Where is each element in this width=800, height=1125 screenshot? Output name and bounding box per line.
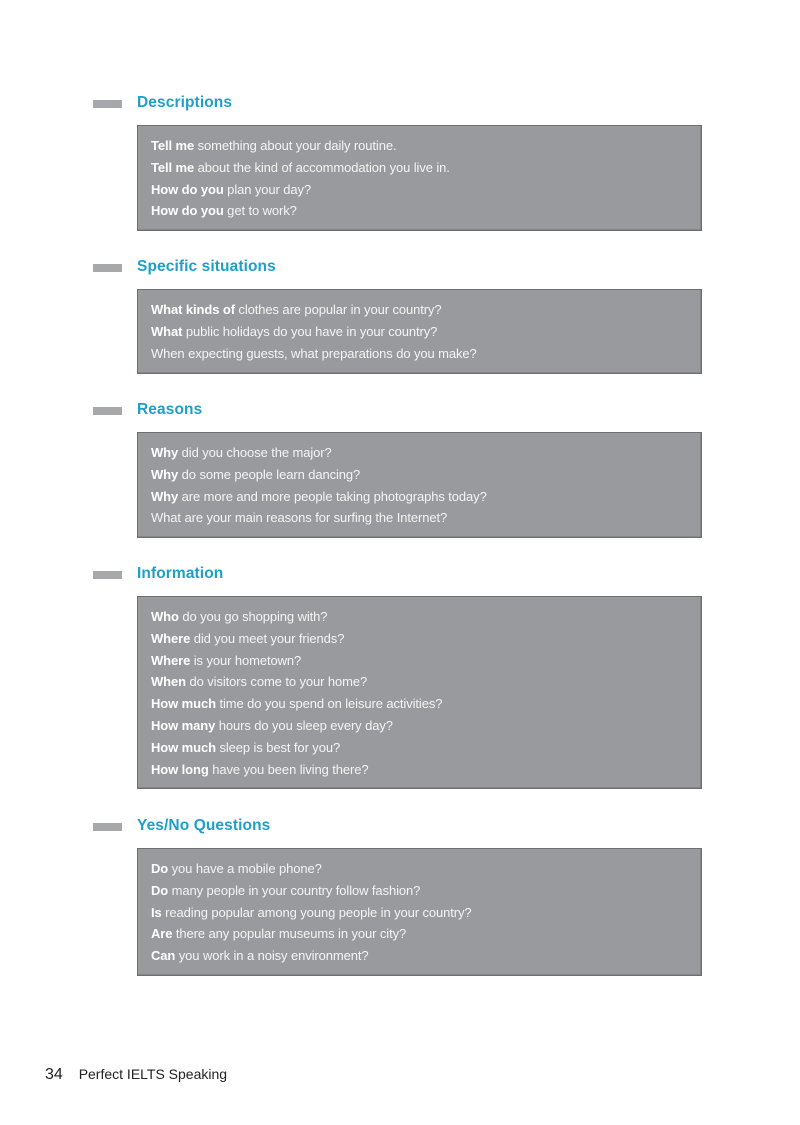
question: Why do some people learn dancing? <box>151 466 361 482</box>
section-reasons <box>0 401 800 526</box>
question: Are there any popular museums in your city? <box>151 926 407 942</box>
question: What kinds of clothes are popular in your country? <box>151 302 442 317</box>
question-box <box>137 848 702 976</box>
section-descriptions <box>0 94 800 219</box>
section-information <box>0 565 800 777</box>
question: How many hours do you sleep every day? <box>151 717 393 733</box>
question: Is reading popular among young people in your country? <box>151 904 472 920</box>
question: Who do you go shopping with? <box>151 609 328 624</box>
question: How much sleep is best for you? <box>151 739 341 755</box>
question: How much time do you spend on leisure activities? <box>151 696 443 712</box>
question: How long have you been living there? <box>151 761 369 777</box>
question: What are your main reasons for surfing the Internet? <box>151 510 448 526</box>
section-marker <box>93 407 122 415</box>
question: Why are more and more people taking photographs today? <box>151 488 487 504</box>
book-title: Perfect IELTS Speaking <box>78 1066 228 1082</box>
section-marker <box>93 823 122 831</box>
page-footer <box>45 1066 227 1084</box>
question-box <box>137 289 702 374</box>
question: When expecting guests, what preparations do you make? <box>151 345 477 361</box>
section-yes-no-questions <box>0 817 800 964</box>
question: How do you get to work? <box>151 203 297 219</box>
question-box <box>137 596 702 789</box>
question-box <box>137 432 702 538</box>
question: Where is your hometown? <box>151 652 302 668</box>
page-number: 34 <box>45 1066 63 1083</box>
question: When do visitors come to your home? <box>151 674 368 690</box>
question: Do many people in your country follow fashion? <box>151 882 421 898</box>
question: How do you plan your day? <box>151 181 312 197</box>
section-marker <box>93 100 122 108</box>
section-marker <box>93 264 122 272</box>
question: Do you have a mobile phone? <box>151 861 322 876</box>
question: Can you work in a noisy environment? <box>151 948 369 964</box>
question: Why did you choose the major? <box>151 445 332 460</box>
question-box <box>137 125 702 231</box>
section-title: Specific situations <box>137 258 276 275</box>
question: What public holidays do you have in your country? <box>151 323 438 339</box>
section-specific-situations <box>0 258 800 361</box>
section-title: Information <box>137 565 224 582</box>
section-title: Reasons <box>137 401 203 418</box>
question: Tell me about the kind of accommodation you live in. <box>151 159 450 175</box>
section-title: Yes/No Questions <box>137 817 271 834</box>
section-marker <box>93 571 122 579</box>
section-title: Descriptions <box>137 94 233 111</box>
question: Tell me something about your daily routine. <box>151 138 397 153</box>
question: Where did you meet your friends? <box>151 630 345 646</box>
